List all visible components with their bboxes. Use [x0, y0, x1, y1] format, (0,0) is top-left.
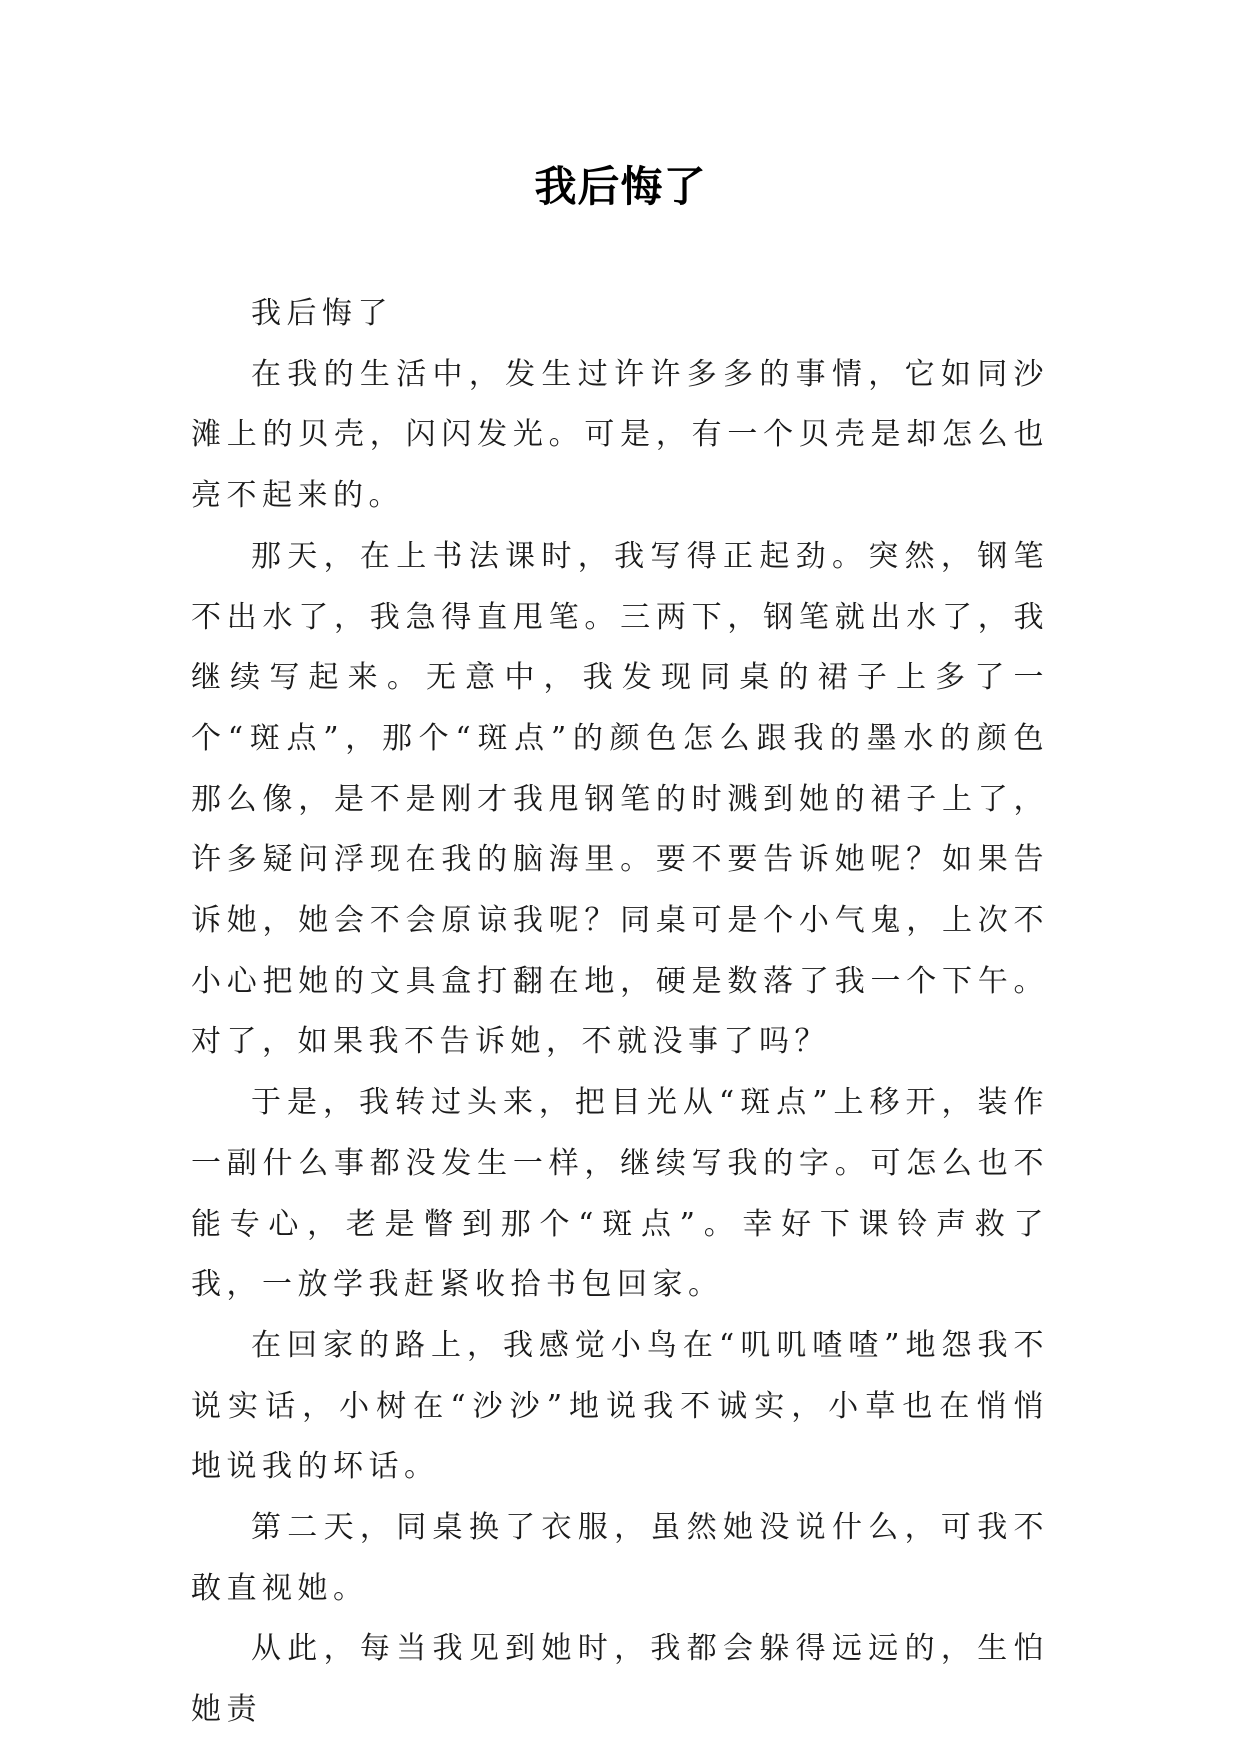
paragraph: 在我的生活中，发生过许许多多的事情，它如同沙滩上的贝壳，闪闪发光。可是，有一个贝壳是却怎么也亮不起来的。	[191, 356, 1049, 514]
paragraph-subtitle: 我后悔了	[251, 296, 393, 331]
paragraph: 在回家的路上，我感觉小鸟在“叽叽喳喳”地怨我不说实话，小树在“沙沙”地说我不诚实，小草也在悄悄地说我的坏话。	[191, 1327, 1049, 1485]
paragraph: 于是，我转过头来，把目光从“斑点”上移开，装作一副什么事都没发生一样，继续写我的字。可怎么也不能专心，老是瞥到那个“斑点”。幸好下课铃声救了我，一放学我赶紧收拾书包回家。	[191, 1085, 1049, 1303]
paragraph: 从此，每当我见到她时，我都会躲得远远的，生怕她责	[191, 1631, 1049, 1728]
document-title: 我后悔了	[534, 162, 707, 211]
paragraph: 那天，在上书法课时，我写得正起劲。突然，钢笔不出水了，我急得直甩笔。三两下，钢笔就出水了，我继续写起来。无意中，我发现同桌的裙子上多了一个“斑点”，那个“斑点”的颜色怎么跟我的墨水的颜色那么像，是不是刚才我甩钢笔的时溅到她的裙子上了，许多疑问浮现在我的脑海里。要不要告诉她呢？如果告诉她，她会不会原谅我呢？同桌可是个小气鬼，上次不小心把她的文具盒打翻在地，硬是数落了我一个下午。对了，如果我不告诉她，不就没事了吗？	[191, 538, 1049, 1060]
document-body	[191, 284, 1049, 1741]
paragraph: 第二天，同桌换了衣服，虽然她没说什么，可我不敢直视她。	[191, 1510, 1049, 1606]
